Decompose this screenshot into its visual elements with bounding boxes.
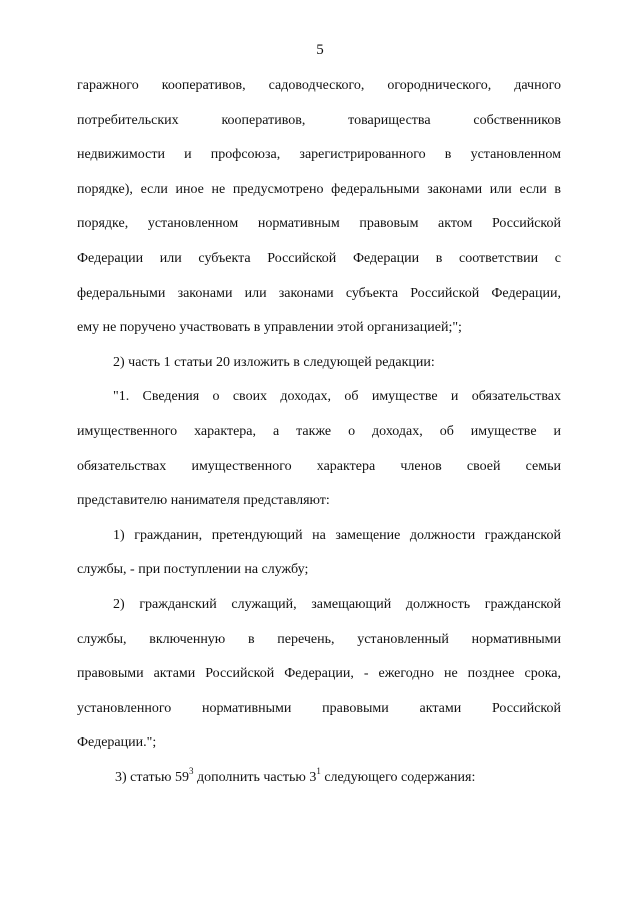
document-body xyxy=(77,69,561,795)
text-line: недвижимости и профсоюза, зарегистрированного в установленном xyxy=(77,147,561,163)
text-line: имущественного характера, а также о доходах, об имуществе и xyxy=(77,423,561,439)
text-line: порядке, установленном нормативным правовым актом Российской xyxy=(77,216,561,232)
page-number: 5 xyxy=(316,42,324,58)
text-fragment: дополнить частью 3 xyxy=(193,769,317,785)
text-line: "1. Сведения о своих доходах, об имуществе и обязательствах xyxy=(113,389,561,405)
text-line: правовыми актами Российской Федерации, - ежегодно не позднее срока, xyxy=(77,666,561,682)
text-line: представителю нанимателя представляют: xyxy=(77,493,330,509)
text-line: Федерации или субъекта Российской Федерации в соответствии с xyxy=(77,250,561,266)
text-line: гаражного кооперативов, садоводческого, огороднического, дачного xyxy=(77,78,561,93)
text-line: 1) гражданин, претендующий на замещение должности гражданской xyxy=(113,527,561,543)
text-fragment: 3) статью 59 xyxy=(115,769,189,785)
superscript: 3 xyxy=(188,766,194,777)
text-line: федеральными законами или законами субъекта Российской Федерации, xyxy=(77,285,561,301)
text-line: ему не поручено участвовать в управлении этой организацией;"; xyxy=(77,320,462,336)
text-line xyxy=(77,761,561,796)
text-line: службы, включенную в перечень, установленный нормативными xyxy=(77,631,561,647)
text-fragment: следующего содержания: xyxy=(320,769,476,785)
text-line: порядке), если иное не предусмотрено федеральными законами или если в xyxy=(77,181,561,197)
text-line: Федерации."; xyxy=(77,735,157,751)
text-line: установленного нормативными правовыми актами Российской xyxy=(77,700,561,716)
superscript: 1 xyxy=(316,766,321,777)
text-line: 2) гражданский служащий, замещающий должность гражданской xyxy=(113,596,561,612)
text-line: службы, - при поступлении на службу; xyxy=(77,562,309,578)
text-line: 2) часть 1 статьи 20 изложить в следующей редакции: xyxy=(113,354,435,370)
text-line: потребительских кооперативов, товарищества собственников xyxy=(77,112,561,128)
text-line: обязательствах имущественного характера членов своей семьи xyxy=(77,458,561,474)
